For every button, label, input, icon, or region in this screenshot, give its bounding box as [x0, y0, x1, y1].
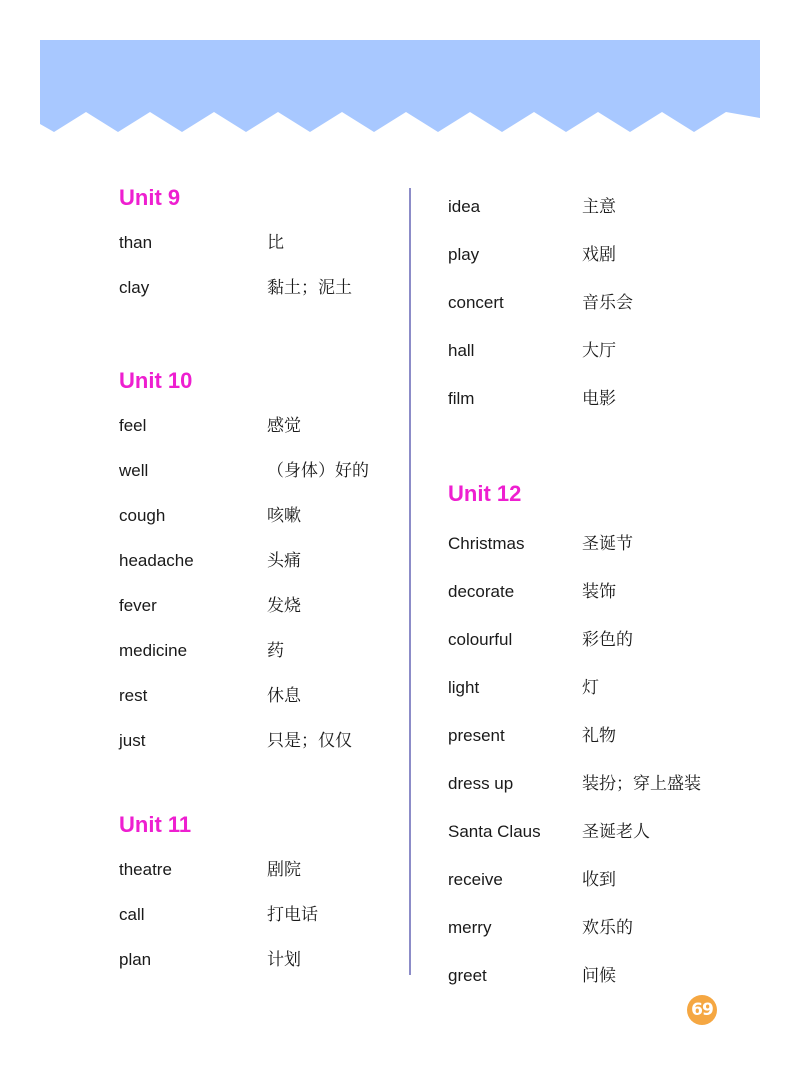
- english-word: dress up: [448, 774, 514, 793]
- vocab-entry: [119, 538, 389, 583]
- chinese-meaning: 装饰: [582, 582, 616, 601]
- vocab-entry: [448, 856, 748, 904]
- english-word: clay: [119, 278, 150, 297]
- vocab-entry: [448, 375, 748, 423]
- vocab-entry: [119, 673, 389, 718]
- english-word: Santa Claus: [448, 822, 541, 841]
- chinese-meaning: 灯: [582, 678, 599, 697]
- chinese-meaning: 圣诞老人: [582, 822, 650, 841]
- english-word: concert: [448, 293, 504, 312]
- chinese-meaning: 收到: [582, 870, 616, 889]
- chinese-meaning: 主意: [582, 197, 616, 216]
- english-word: theatre: [119, 860, 172, 879]
- vocab-entry: [448, 952, 748, 1000]
- vocab-entry: [119, 583, 389, 628]
- chinese-meaning: 彩色的: [582, 630, 633, 649]
- chinese-meaning: 休息: [267, 686, 301, 705]
- unit-10-section: [119, 366, 389, 763]
- vocab-entry: [448, 568, 748, 616]
- chinese-meaning: 感觉: [267, 416, 301, 435]
- unit-title: Unit 12: [448, 481, 522, 506]
- english-word: than: [119, 233, 153, 252]
- chinese-meaning: 比: [267, 233, 284, 252]
- chinese-meaning: 药: [267, 641, 284, 660]
- vocab-entry: [448, 231, 748, 279]
- english-word: fever: [119, 596, 157, 615]
- english-word: just: [119, 731, 146, 750]
- vocab-entry: [119, 718, 389, 763]
- chinese-meaning: 咳嗽: [267, 506, 301, 525]
- english-word: light: [448, 678, 480, 697]
- chinese-meaning: 只是；仅仅: [267, 731, 352, 750]
- unit-9-section: [119, 183, 389, 310]
- right-column: [448, 183, 748, 1000]
- unit-12-section: [448, 479, 748, 1000]
- vocab-entry: [119, 493, 389, 538]
- english-word: well: [119, 461, 149, 480]
- chinese-meaning: 圣诞节: [582, 534, 633, 553]
- english-word: play: [448, 245, 480, 264]
- chinese-meaning: （身体）好的: [267, 461, 369, 480]
- unit-11-section: [119, 810, 389, 982]
- english-word: feel: [119, 416, 147, 435]
- english-word: call: [119, 905, 145, 924]
- english-word: plan: [119, 950, 152, 969]
- english-word: cough: [119, 506, 166, 525]
- chinese-meaning: 计划: [267, 950, 301, 969]
- vocab-entry: [448, 327, 748, 375]
- english-word: present: [448, 726, 505, 745]
- english-word: greet: [448, 966, 487, 985]
- unit-title: Unit 11: [119, 812, 192, 837]
- vocab-entry: [448, 904, 748, 952]
- chinese-meaning: 黏土；泥土: [267, 278, 352, 297]
- vocab-entry: [119, 265, 389, 310]
- english-word: colourful: [448, 630, 513, 649]
- chinese-meaning: 音乐会: [582, 293, 633, 312]
- english-word: idea: [448, 197, 481, 216]
- chinese-meaning: 头痛: [267, 551, 301, 570]
- vocab-entry: [119, 847, 389, 892]
- page-number-badge: 69: [687, 995, 717, 1025]
- vocab-entry: [448, 279, 748, 327]
- english-word: decorate: [448, 582, 515, 601]
- zigzag-banner-shape: [40, 40, 760, 132]
- chinese-meaning: 打电话: [267, 905, 318, 924]
- vocab-entry: [119, 937, 389, 982]
- unit-title: Unit 10: [119, 368, 193, 393]
- english-word: merry: [448, 918, 492, 937]
- chinese-meaning: 剧院: [267, 860, 301, 879]
- vocab-entry: [119, 220, 389, 265]
- chinese-meaning: 装扮；穿上盛装: [582, 774, 701, 793]
- english-word: hall: [448, 341, 475, 360]
- chinese-meaning: 发烧: [267, 596, 301, 615]
- vocab-entry: [448, 808, 748, 856]
- chinese-meaning: 问候: [582, 966, 616, 985]
- vocab-entry: [119, 403, 389, 448]
- english-word: rest: [119, 686, 148, 705]
- vocab-entry: [448, 183, 748, 231]
- vocab-entry: [119, 892, 389, 937]
- english-word: Christmas: [448, 534, 525, 553]
- chinese-meaning: 礼物: [582, 726, 616, 745]
- vocab-entry: [119, 628, 389, 673]
- header-banner: [40, 40, 760, 132]
- english-word: receive: [448, 870, 503, 889]
- chinese-meaning: 电影: [582, 389, 616, 408]
- english-word: headache: [119, 551, 194, 570]
- unit-11-continued-section: [448, 183, 748, 423]
- left-column: [119, 183, 389, 982]
- chinese-meaning: 欢乐的: [582, 918, 633, 937]
- english-word: medicine: [119, 641, 188, 660]
- vocab-entry: [448, 760, 748, 808]
- vocab-entry: [448, 664, 748, 712]
- vocab-entry: [448, 520, 748, 568]
- chinese-meaning: 戏剧: [582, 245, 616, 264]
- vocab-entry: [448, 712, 748, 760]
- chinese-meaning: 大厅: [582, 341, 616, 360]
- unit-title: Unit 9: [119, 185, 181, 210]
- column-divider: [409, 188, 411, 975]
- english-word: film: [448, 389, 475, 408]
- vocab-entry: [119, 448, 389, 493]
- vocab-entry: [448, 616, 748, 664]
